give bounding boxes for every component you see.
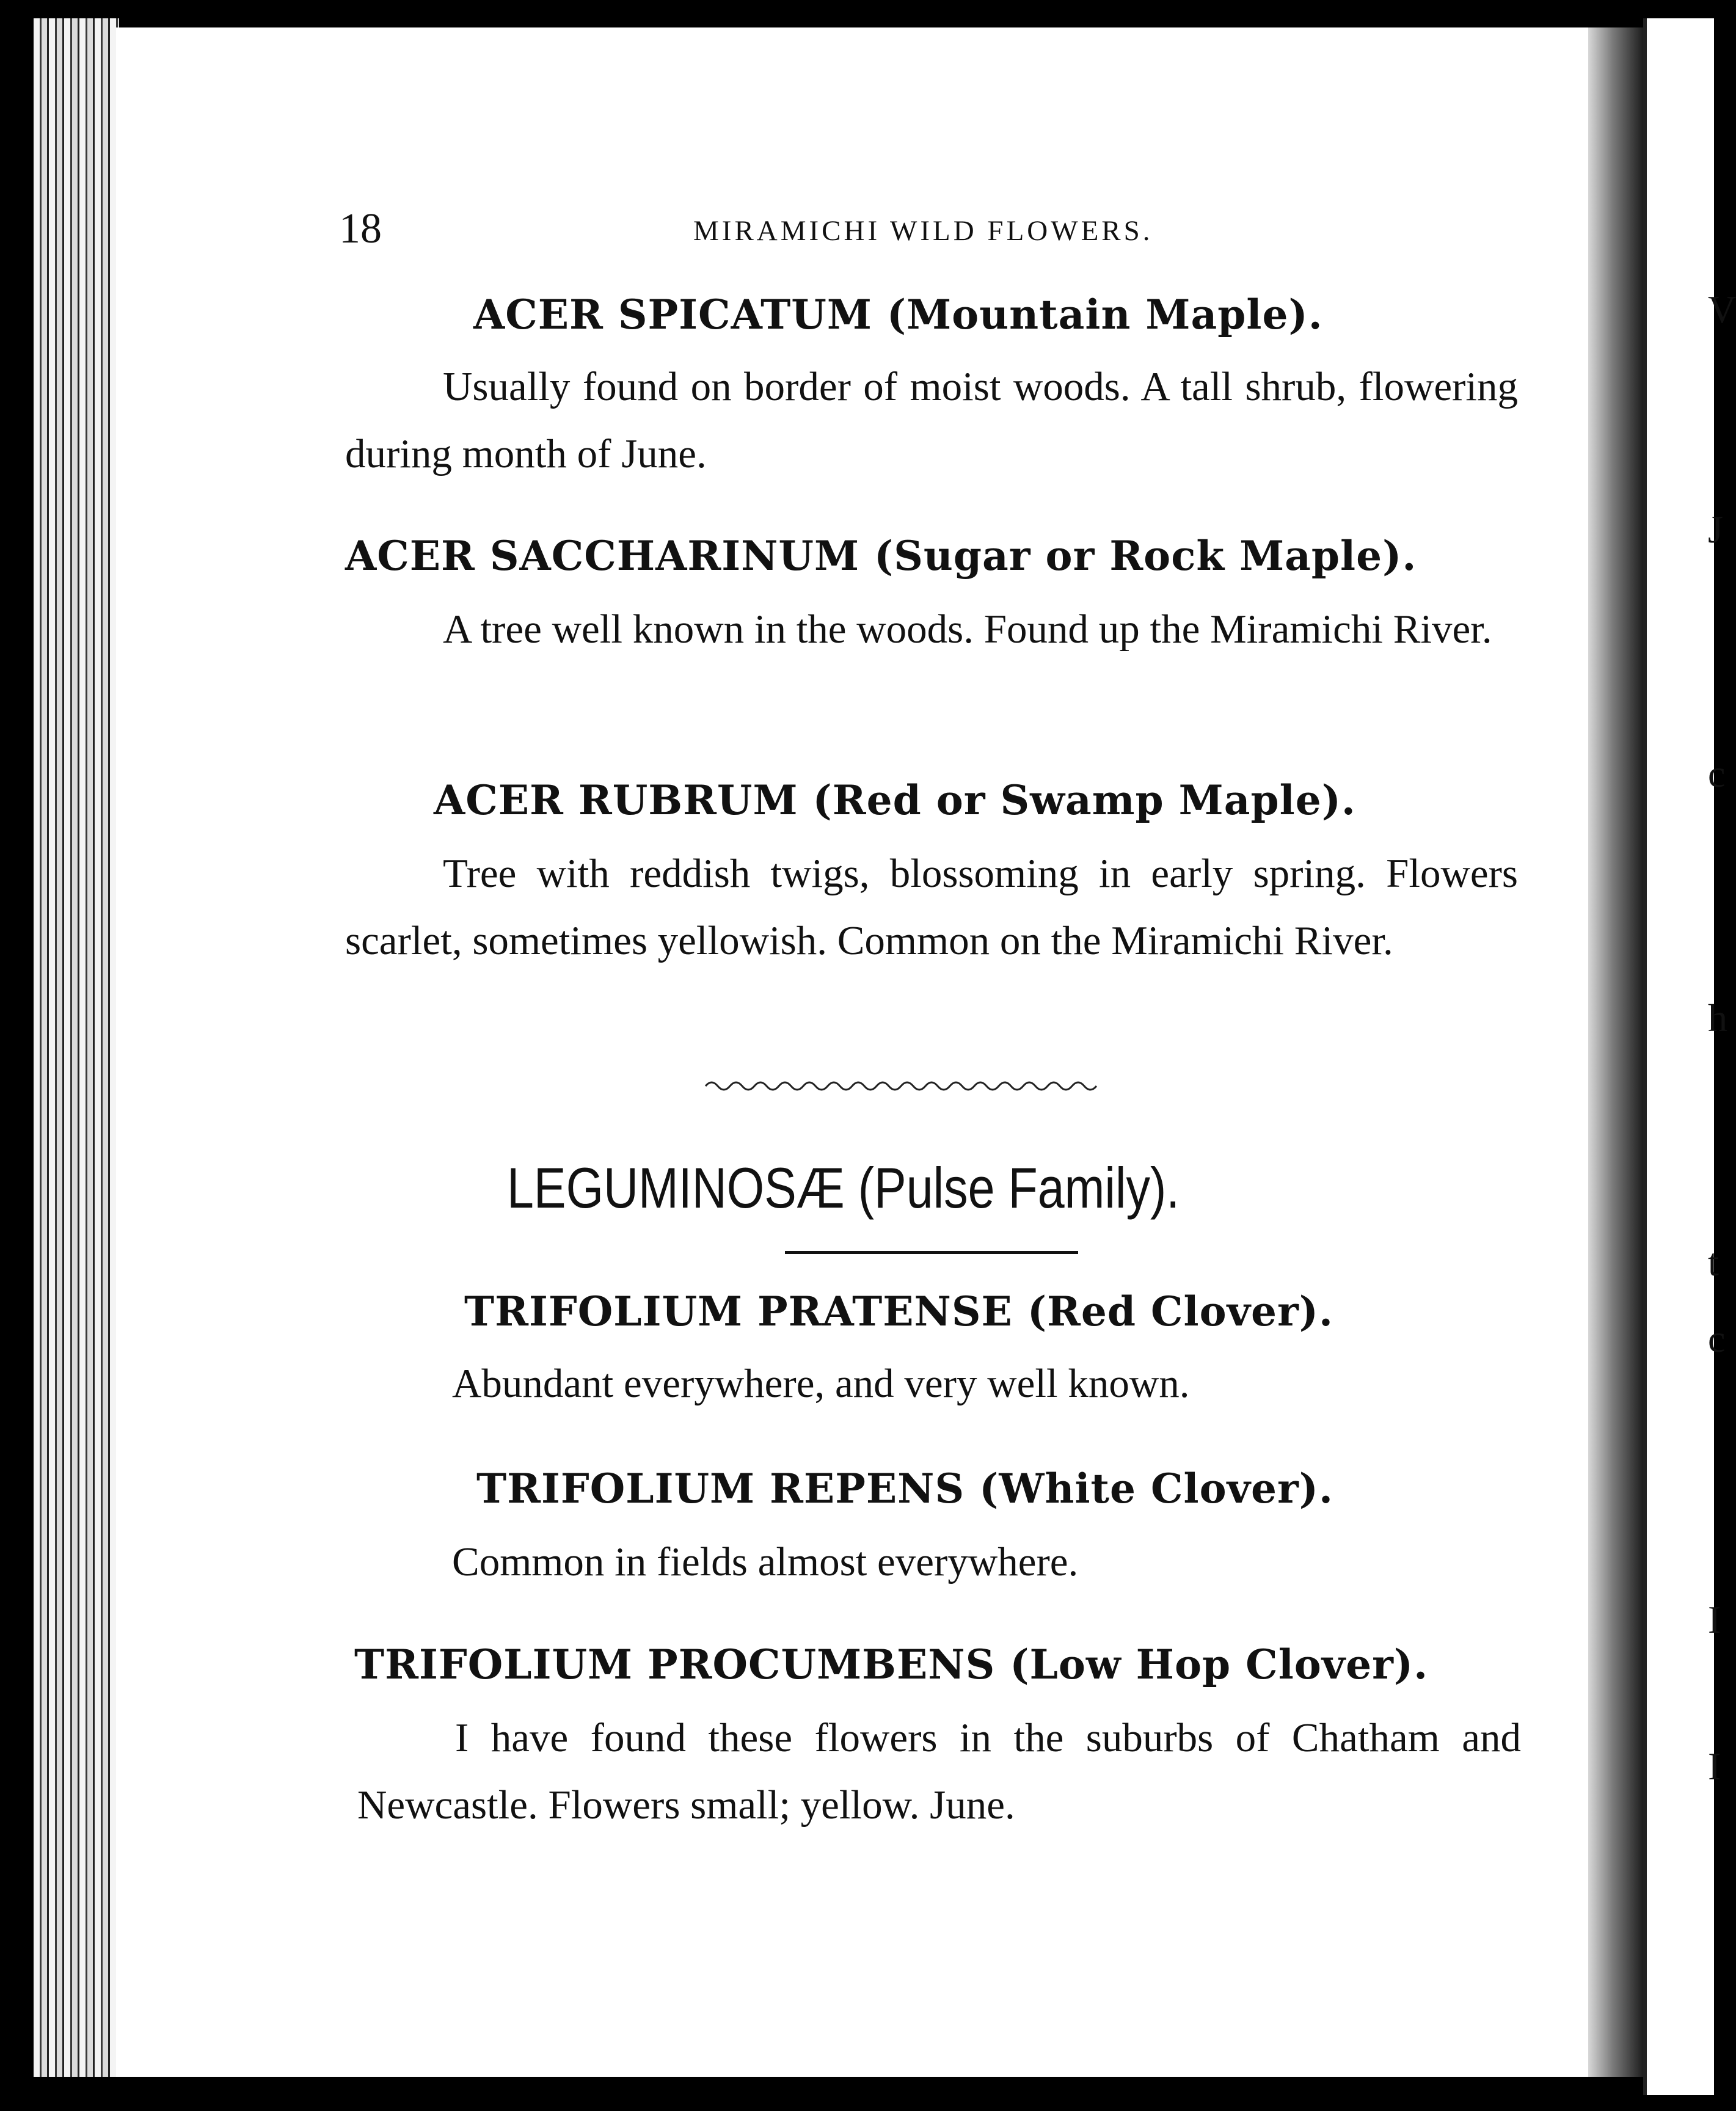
entry-body: Tree with reddish twigs, blossoming in early spring. Flowers scarlet, sometimes yellowish. Common on the Miramichi River. (345, 851, 1518, 963)
next-page-letter: t (1708, 1241, 1719, 1284)
entry-heading: ACER SACCHARINUM (Sugar or Rock Maple). (345, 532, 1417, 580)
entry-heading: TRIFOLIUM PRATENSE (Red Clover). (464, 1288, 1333, 1335)
entry-body: A tree well known in the woods. Found up the Miramichi River. (443, 607, 1492, 652)
heading-rule (785, 1251, 1078, 1254)
next-page-letter: J (1708, 508, 1723, 551)
entry-heading: ACER SPICATUM (Mountain Maple). (473, 291, 1323, 338)
book-gutter (1588, 27, 1643, 2077)
entry-heading: TRIFOLIUM PROCUMBENS (Low Hop Clover). (354, 1641, 1429, 1688)
page-number: 18 (339, 205, 382, 252)
family-heading: LEGUMINOSÆ (Pulse Family). (507, 1156, 1180, 1220)
next-page-letter: I (1708, 1745, 1721, 1788)
entry-body: Abundant everywhere, and very well known. (452, 1361, 1190, 1406)
next-page-letter: V (1708, 288, 1736, 331)
next-page-letter: I (1708, 1598, 1721, 1641)
entry-body: I have found these flowers in the suburbs of Chatham and Newcastle. Flowers small; yellow. June. (357, 1715, 1521, 1828)
book-page-edges (34, 18, 119, 2077)
next-page-letter: c (1708, 1317, 1726, 1360)
next-page-letter: h (1708, 996, 1727, 1040)
wavy-divider (706, 1077, 1096, 1095)
entry-body: Usually found on border of moist woods. A tall shrub, flowering during month of June. (345, 364, 1518, 476)
entry-body: Common in fields almost everywhere. (452, 1539, 1079, 1584)
next-page-letter: c (1708, 752, 1726, 795)
running-title: MIRAMICHI WILD FLOWERS. (693, 215, 1153, 247)
next-page-fragment (1643, 18, 1736, 2095)
entry-heading: TRIFOLIUM REPENS (White Clover). (476, 1465, 1333, 1512)
entry-heading: ACER RUBRUM (Red or Swamp Maple). (434, 776, 1356, 824)
running-head (339, 202, 1243, 257)
